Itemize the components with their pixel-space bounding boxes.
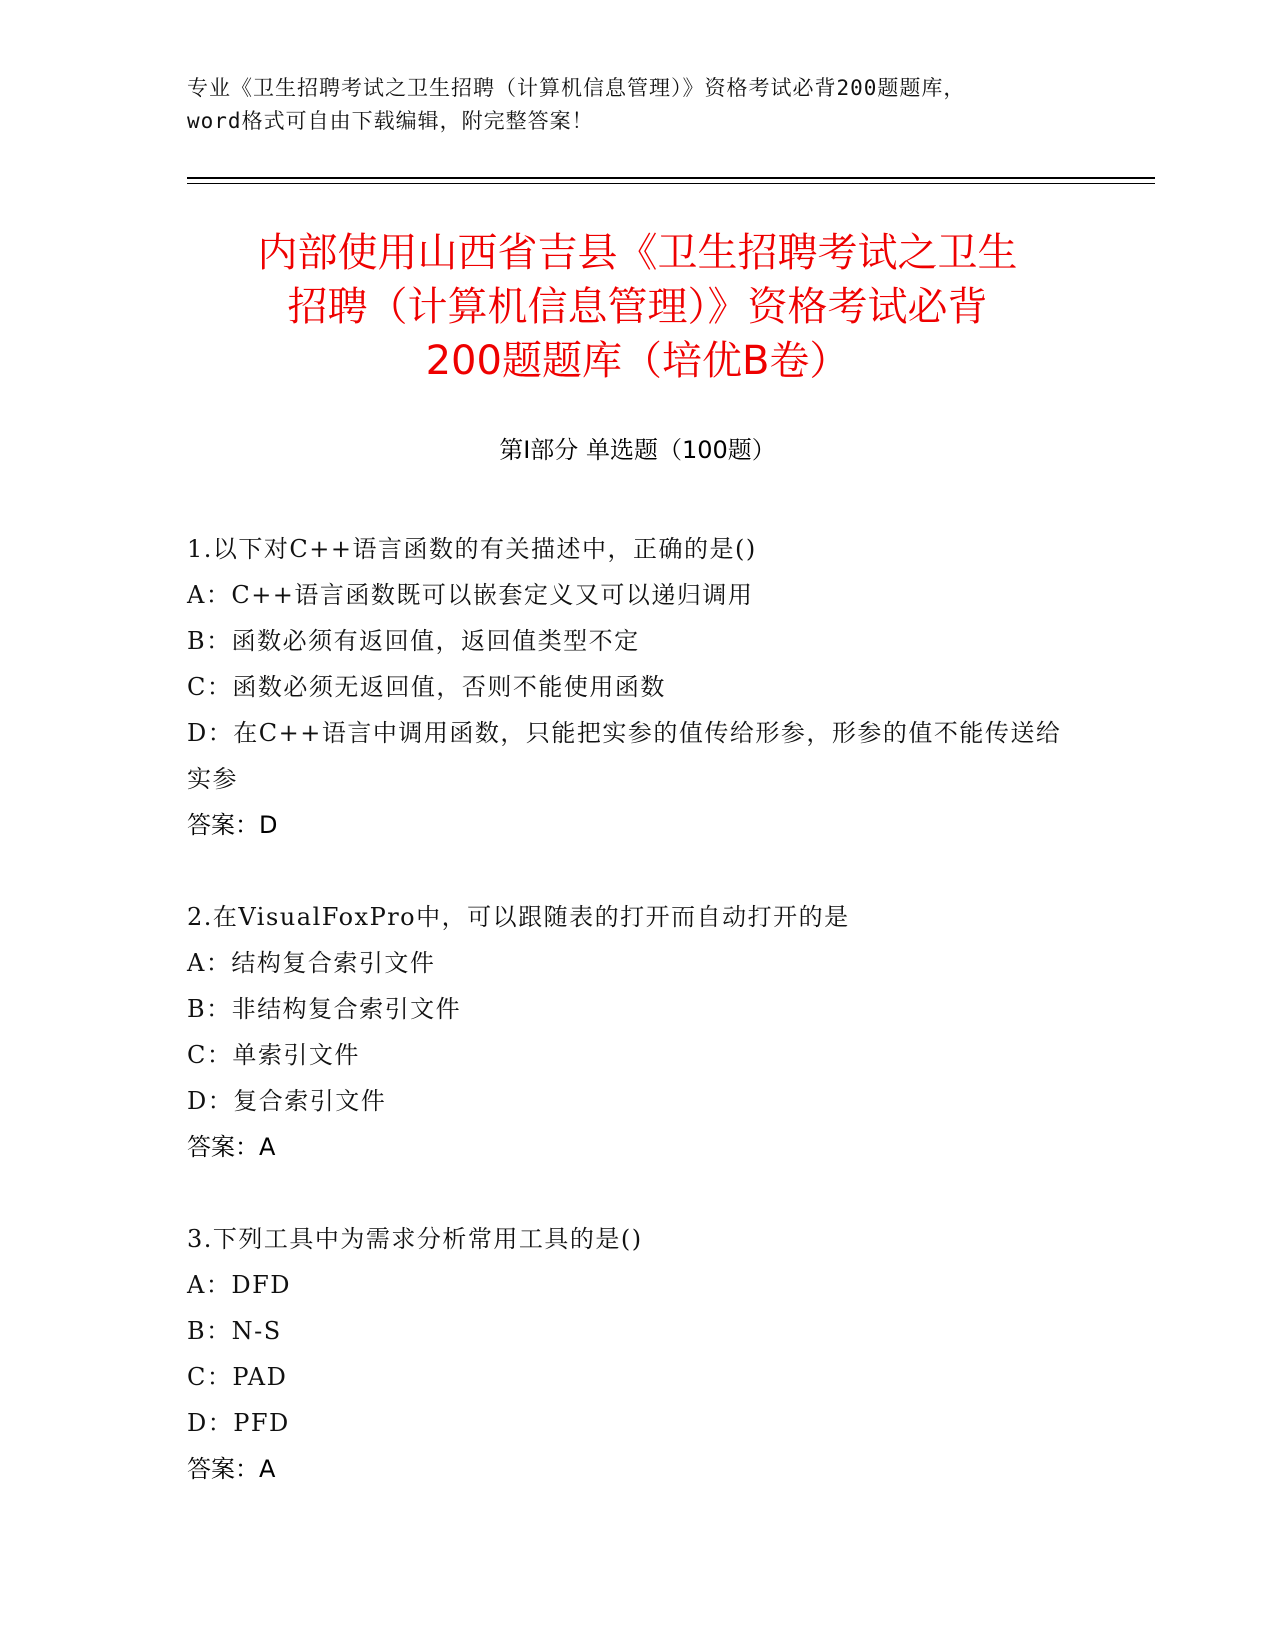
answer: 答案：A <box>187 1455 276 1483</box>
header-divider-thin <box>187 183 1155 184</box>
answer: 答案：A <box>187 1133 276 1161</box>
section-heading: 第Ⅰ部分 单选题（100题） <box>499 436 776 464</box>
question-3 <box>187 1216 1067 1492</box>
header-note <box>187 72 1087 138</box>
header-note-line-2: word格式可自由下载编辑，附完整答案！ <box>187 109 594 133</box>
option-b: B：函数必须有返回值，返回值类型不定 <box>187 627 640 655</box>
option-d: D：PFD <box>187 1409 290 1437</box>
option-d: D：复合索引文件 <box>187 1087 387 1115</box>
question-list <box>187 526 1067 1538</box>
title-line-3: 200题题库（培优B卷） <box>425 338 850 384</box>
option-a: A：结构复合索引文件 <box>187 949 436 977</box>
title-line-1: 内部使用山西省吉县《卫生招聘考试之卫生 <box>257 230 1018 276</box>
option-b: B：非结构复合索引文件 <box>187 995 462 1023</box>
option-c: C：单索引文件 <box>187 1041 360 1069</box>
option-b: B：N-S <box>187 1317 282 1345</box>
option-a: A：C++语言函数既可以嵌套定义又可以递归调用 <box>187 581 754 609</box>
document-title <box>150 226 1125 388</box>
question-1 <box>187 526 1067 848</box>
header-note-line-1: 专业《卫生招聘考试之卫生招聘（计算机信息管理）》资格考试必背200题题库， <box>187 76 966 100</box>
question-stem: 3.下列工具中为需求分析常用工具的是() <box>187 1225 643 1253</box>
option-c: C：PAD <box>187 1363 288 1391</box>
question-2 <box>187 894 1067 1170</box>
option-a: A：DFD <box>187 1271 291 1299</box>
option-d: D：在C++语言中调用函数，只能把实参的值传给形参，形参的值不能传送给实参 <box>187 719 1062 793</box>
header-divider-thick <box>187 177 1155 179</box>
answer: 答案：D <box>187 811 278 839</box>
question-stem: 1.以下对C++语言函数的有关描述中，正确的是() <box>187 535 757 563</box>
title-line-2: 招聘（计算机信息管理）》资格考试必背 <box>287 284 988 330</box>
option-c: C：函数必须无返回值，否则不能使用函数 <box>187 673 666 701</box>
question-stem: 2.在VisualFoxPro中，可以跟随表的打开而自动打开的是 <box>187 903 850 931</box>
